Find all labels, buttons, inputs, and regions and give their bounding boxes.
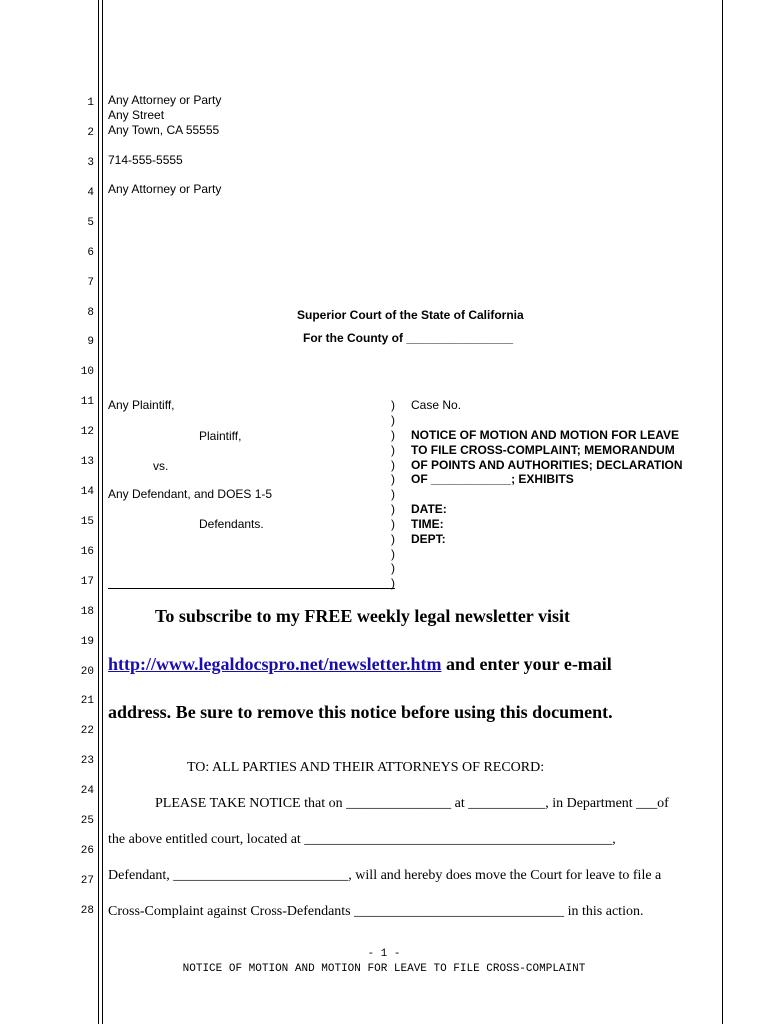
line-number: 9 bbox=[87, 336, 94, 348]
line-number: 4 bbox=[87, 187, 94, 199]
caption-paren: ) bbox=[391, 561, 395, 575]
line-number: 23 bbox=[80, 755, 94, 767]
line-number: 11 bbox=[80, 396, 94, 408]
left-margin-rule-inner bbox=[102, 0, 103, 1024]
line-number: 14 bbox=[80, 486, 94, 498]
caption-paren: ) bbox=[391, 443, 395, 457]
hearing-date-label: DATE: bbox=[411, 502, 447, 516]
caption-paren: ) bbox=[391, 547, 395, 561]
right-margin-rule bbox=[722, 0, 723, 1024]
line-number: 17 bbox=[80, 576, 94, 588]
notice-paragraph-line3: Defendant, _________________________, will and hereby does move the Court for leave to file a bbox=[108, 868, 662, 883]
hearing-time-label: TIME: bbox=[411, 517, 444, 531]
line-number: 15 bbox=[80, 516, 94, 528]
line-number: 8 bbox=[87, 307, 94, 319]
line-number: 26 bbox=[80, 845, 94, 857]
caption-paren: ) bbox=[391, 487, 395, 501]
line-number: 18 bbox=[80, 606, 94, 618]
attorney-street: Any Street bbox=[108, 108, 165, 122]
caption-paren: ) bbox=[391, 413, 395, 427]
versus-label: vs. bbox=[153, 459, 169, 473]
newsletter-notice-line3: address. Be sure to remove this notice before using this document. bbox=[108, 702, 613, 722]
case-number-label: Case No. bbox=[411, 398, 462, 412]
line-number: 21 bbox=[80, 695, 94, 707]
caption-paren: ) bbox=[391, 428, 395, 442]
line-number: 5 bbox=[87, 217, 94, 229]
line-number: 27 bbox=[80, 875, 94, 887]
notice-addressee: TO: ALL PARTIES AND THEIR ATTORNEYS OF RECORD: bbox=[187, 760, 545, 775]
line-number: 7 bbox=[87, 277, 94, 289]
plaintiff-name: Any Plaintiff, bbox=[108, 398, 175, 412]
newsletter-notice-line2-rest: and enter your e-mail bbox=[441, 654, 612, 674]
newsletter-link[interactable]: http://www.legaldocspro.net/newsletter.htm bbox=[108, 654, 442, 674]
defendant-name: Any Defendant, and DOES 1-5 bbox=[108, 487, 273, 501]
line-number: 1 bbox=[87, 97, 94, 109]
page-number: - 1 - bbox=[367, 948, 401, 960]
line-number: 19 bbox=[80, 636, 94, 648]
line-number: 12 bbox=[80, 426, 94, 438]
caption-paren: ) bbox=[391, 532, 395, 546]
newsletter-notice-line2 bbox=[108, 654, 612, 675]
attorney-city: Any Town, CA 55555 bbox=[108, 123, 220, 137]
document-title-line2: TO FILE CROSS-COMPLAINT; MEMORANDUM bbox=[411, 443, 675, 457]
notice-paragraph-line2: the above entitled court, located at ____________________________________________, bbox=[108, 832, 616, 847]
caption-paren: ) bbox=[391, 517, 395, 531]
document-title-line4: OF ____________; EXHIBITS bbox=[411, 472, 574, 486]
caption-paren: ) bbox=[391, 472, 395, 486]
left-margin-rule-outer bbox=[98, 0, 99, 1024]
attorney-for: Any Attorney or Party bbox=[108, 182, 222, 196]
plaintiff-label: Plaintiff, bbox=[199, 429, 242, 443]
court-county: For the County of ________________ bbox=[303, 331, 514, 345]
line-number: 13 bbox=[80, 456, 94, 468]
newsletter-notice-line1: To subscribe to my FREE weekly legal newsletter visit bbox=[155, 606, 570, 626]
line-number: 6 bbox=[87, 247, 94, 259]
caption-paren: ) bbox=[391, 502, 395, 516]
attorney-phone: 714-555-5555 bbox=[108, 153, 183, 167]
caption-rule bbox=[108, 588, 395, 589]
defendants-label: Defendants. bbox=[199, 517, 264, 531]
line-number: 28 bbox=[80, 905, 94, 917]
line-number: 10 bbox=[80, 366, 94, 378]
caption-paren: ) bbox=[391, 576, 395, 590]
line-number: 3 bbox=[87, 157, 94, 169]
line-number: 25 bbox=[80, 815, 94, 827]
caption-paren: ) bbox=[391, 458, 395, 472]
line-number: 16 bbox=[80, 546, 94, 558]
court-name: Superior Court of the State of California bbox=[297, 308, 524, 322]
document-title-line3: OF POINTS AND AUTHORITIES; DECLARATION bbox=[411, 458, 683, 472]
document-title-line1: NOTICE OF MOTION AND MOTION FOR LEAVE bbox=[411, 428, 679, 442]
caption-paren: ) bbox=[391, 398, 395, 412]
line-number: 20 bbox=[80, 666, 94, 678]
footer-title: NOTICE OF MOTION AND MOTION FOR LEAVE TO FILE CROSS-COMPLAINT bbox=[182, 963, 586, 975]
line-number: 2 bbox=[87, 127, 94, 139]
notice-paragraph-line4: Cross-Complaint against Cross-Defendants ______________________________ in this action. bbox=[108, 904, 644, 919]
hearing-dept-label: DEPT: bbox=[411, 532, 446, 546]
notice-paragraph-line1: PLEASE TAKE NOTICE that on _______________ at ___________, in Department ___of bbox=[155, 796, 669, 811]
line-number: 24 bbox=[80, 785, 94, 797]
line-number: 22 bbox=[80, 725, 94, 737]
attorney-name: Any Attorney or Party bbox=[108, 93, 222, 107]
